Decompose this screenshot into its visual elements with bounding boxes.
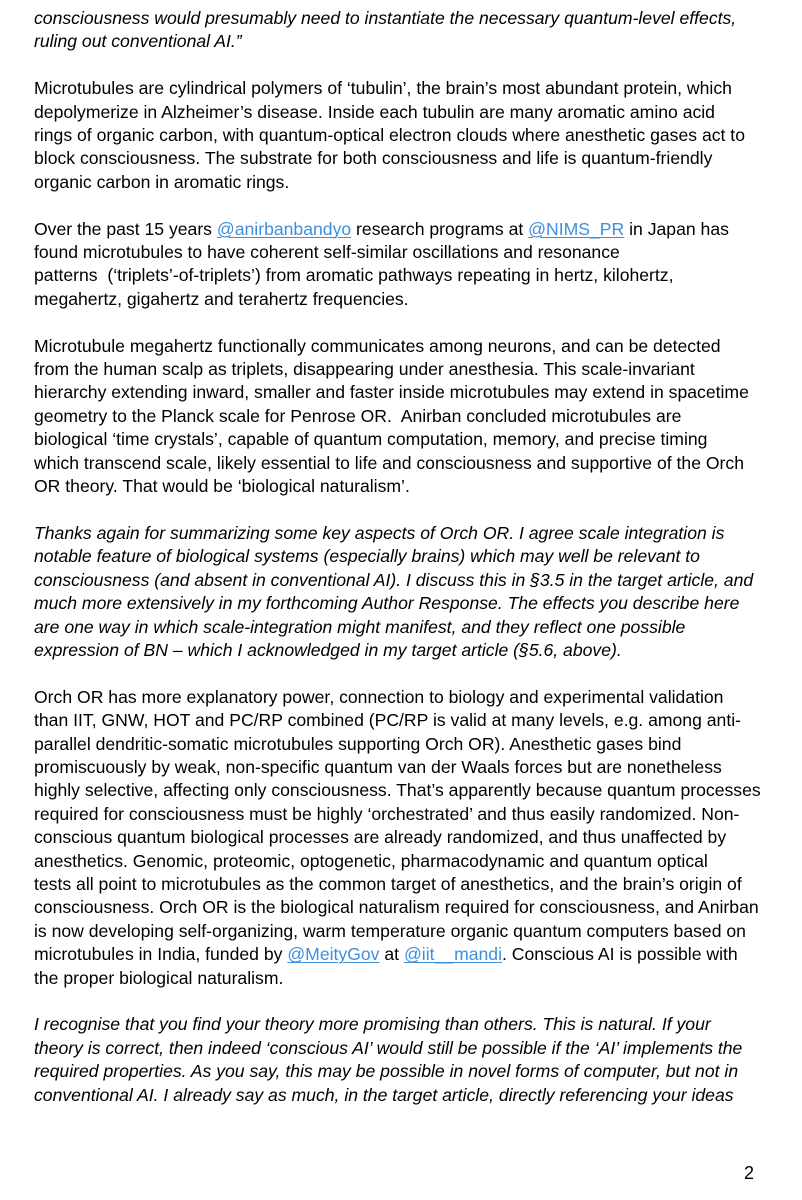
text-segment: depolymerize in Alzheimer’s disease. Inside each tubulin are many aromatic amino acid	[34, 101, 715, 122]
text-segment: from the human scalp as triplets, disappearing under anesthesia. This scale-invariant	[34, 359, 695, 380]
text-segment: rings of organic carbon, with quantum-optical electron clouds where anesthetic gases act to	[34, 125, 745, 146]
text-segment: Orch OR has more explanatory power, connection to biology and experimental validation	[34, 686, 724, 707]
text-line	[34, 709, 774, 732]
text-line	[34, 943, 774, 966]
text-segment: the proper biological naturalism.	[34, 967, 284, 988]
text-segment: consciousness. Orch OR is the biological naturalism required for consciousness, and Anirban	[34, 897, 759, 918]
text-segment: consciousness would presumably need to instantiate the necessary quantum-level effects,	[34, 8, 737, 28]
text-line	[34, 7, 774, 30]
text-line	[34, 639, 774, 662]
quoted-paragraph	[34, 218, 774, 312]
text-line	[34, 358, 774, 381]
text-line	[34, 264, 774, 287]
text-line	[34, 1013, 774, 1036]
text-line	[34, 288, 774, 311]
text-segment: theory is correct, then indeed ‘conscious AI’ would still be possible if the ‘AI’ implements the	[34, 1037, 743, 1058]
quoted-paragraph	[34, 77, 774, 194]
text-line	[34, 405, 774, 428]
text-segment: much more extensively in my forthcoming Author Response. The effects you describe here	[34, 593, 740, 614]
text-segment: consciousness (and absent in conventional AI). I discuss this in §3.5 in the target article, and	[34, 569, 754, 590]
text-line	[34, 826, 774, 849]
text-segment: OR theory. That would be ‘biological naturalism’.	[34, 476, 410, 497]
text-line	[34, 1037, 774, 1060]
text-line	[34, 147, 774, 170]
text-segment: patterns (‘triplets’-of-triplets’) from aromatic pathways repeating in hertz, kilohertz,	[34, 265, 674, 286]
text-segment: tests all point to microtubules as the common target of anesthetics, and the brain’s origin of	[34, 873, 742, 894]
text-segment: are one way in which scale-integration might manifest, and they reflect one possible	[34, 616, 686, 637]
text-segment: geometry to the Planck scale for Penrose OR. Anirban concluded microtubules are	[34, 405, 682, 426]
text-line	[34, 452, 774, 475]
text-segment: highly selective, affecting only consciousness. That’s apparently because quantum processes	[34, 780, 761, 801]
reply-paragraph	[34, 7, 774, 54]
text-segment: I recognise that you find your theory more promising than others. This is natural. If your	[34, 1014, 711, 1035]
mention-link[interactable]: @iit__mandi	[403, 944, 502, 965]
text-line	[34, 733, 774, 756]
text-line	[34, 803, 774, 826]
text-segment: notable feature of biological systems (especially brains) which may well be relevant to	[34, 546, 700, 567]
text-segment: required properties. As you say, this may be possible in novel forms of computer, but not in	[34, 1061, 739, 1082]
text-line	[34, 1084, 774, 1107]
text-line	[34, 616, 774, 639]
text-segment: megahertz, gigahertz and terahertz frequencies.	[34, 288, 409, 309]
text-segment: Microtubule megahertz functionally communicates among neurons, and can be detected	[34, 335, 721, 356]
text-line	[34, 686, 774, 709]
text-segment: than IIT, GNW, HOT and PC/RP combined (PC/RP is valid at many levels, e.g. among anti-	[34, 710, 741, 731]
text-segment: expression of BN – which I acknowledged in my target article (§5.6, above).	[34, 639, 622, 660]
text-segment: found microtubules to have coherent self-similar oscillations and resonance	[34, 242, 620, 263]
text-segment: at	[379, 944, 404, 965]
text-segment: block consciousness. The substrate for both consciousness and life is quantum-friendly	[34, 148, 713, 169]
document-body	[34, 7, 774, 1130]
text-line	[34, 1060, 774, 1083]
text-segment: . Conscious AI is possible with	[502, 944, 738, 965]
text-line	[34, 850, 774, 873]
text-line	[34, 475, 774, 498]
text-line	[34, 218, 774, 241]
text-line	[34, 896, 774, 919]
text-segment: Microtubules are cylindrical polymers of ‘tubulin’, the brain’s most abundant protein, which	[34, 78, 732, 99]
text-segment: conventional AI. I already say as much, in the target article, directly referencing your ideas	[34, 1084, 734, 1105]
mention-link[interactable]: @NIMS_PR	[528, 218, 625, 239]
text-segment: in Japan has	[624, 218, 729, 239]
text-segment: is now developing self-organizing, warm temperature organic quantum computers based on	[34, 920, 746, 941]
text-line	[34, 545, 774, 568]
text-line	[34, 569, 774, 592]
text-segment: parallel dendritic-somatic microtubules supporting Orch OR). Anesthetic gases bind	[34, 733, 682, 754]
mention-link[interactable]: @MeityGov	[287, 944, 380, 965]
text-segment: anesthetics. Genomic, proteomic, optogenetic, pharmacodynamic and quantum optical	[34, 850, 708, 871]
text-line	[34, 522, 774, 545]
text-line	[34, 756, 774, 779]
text-segment: promiscuously by weak, non-specific quantum van der Waals forces but are nonetheless	[34, 756, 722, 777]
reply-paragraph	[34, 1013, 774, 1107]
text-segment: biological ‘time crystals’, capable of quantum computation, memory, and precise timing	[34, 429, 708, 450]
text-line	[34, 101, 774, 124]
text-segment: hierarchy extending inward, smaller and faster inside microtubules may extend in spacetime	[34, 382, 749, 403]
text-line	[34, 77, 774, 100]
text-line	[34, 335, 774, 358]
text-segment: required for consciousness must be highly ‘orchestrated’ and thus easily randomized. Non-	[34, 803, 740, 824]
text-segment: Over the past 15 years	[34, 218, 217, 239]
text-segment: research programs at	[351, 218, 529, 239]
text-line	[34, 124, 774, 147]
text-segment: organic carbon in aromatic rings.	[34, 171, 290, 192]
text-line	[34, 920, 774, 943]
text-segment: which transcend scale, likely essential to life and consciousness and supportive of the Orch	[34, 452, 744, 473]
text-line	[34, 967, 774, 990]
text-line	[34, 241, 774, 264]
text-line	[34, 428, 774, 451]
text-segment: microtubules in India, funded by	[34, 944, 288, 965]
text-segment: conscious quantum biological processes are already randomized, and thus unaffected by	[34, 827, 727, 848]
text-line	[34, 873, 774, 896]
text-line	[34, 30, 774, 53]
quoted-paragraph	[34, 335, 774, 499]
mention-link[interactable]: @anirbanbandyo	[216, 218, 352, 239]
text-line	[34, 592, 774, 615]
page-number: 2	[743, 1163, 754, 1183]
text-segment: Thanks again for summarizing some key aspects of Orch OR. I agree scale integration is	[34, 522, 725, 543]
text-line	[34, 381, 774, 404]
text-segment: ruling out conventional AI.”	[34, 31, 242, 52]
quoted-paragraph	[34, 686, 774, 990]
reply-paragraph	[34, 522, 774, 662]
text-line	[34, 779, 774, 802]
text-line	[34, 171, 774, 194]
